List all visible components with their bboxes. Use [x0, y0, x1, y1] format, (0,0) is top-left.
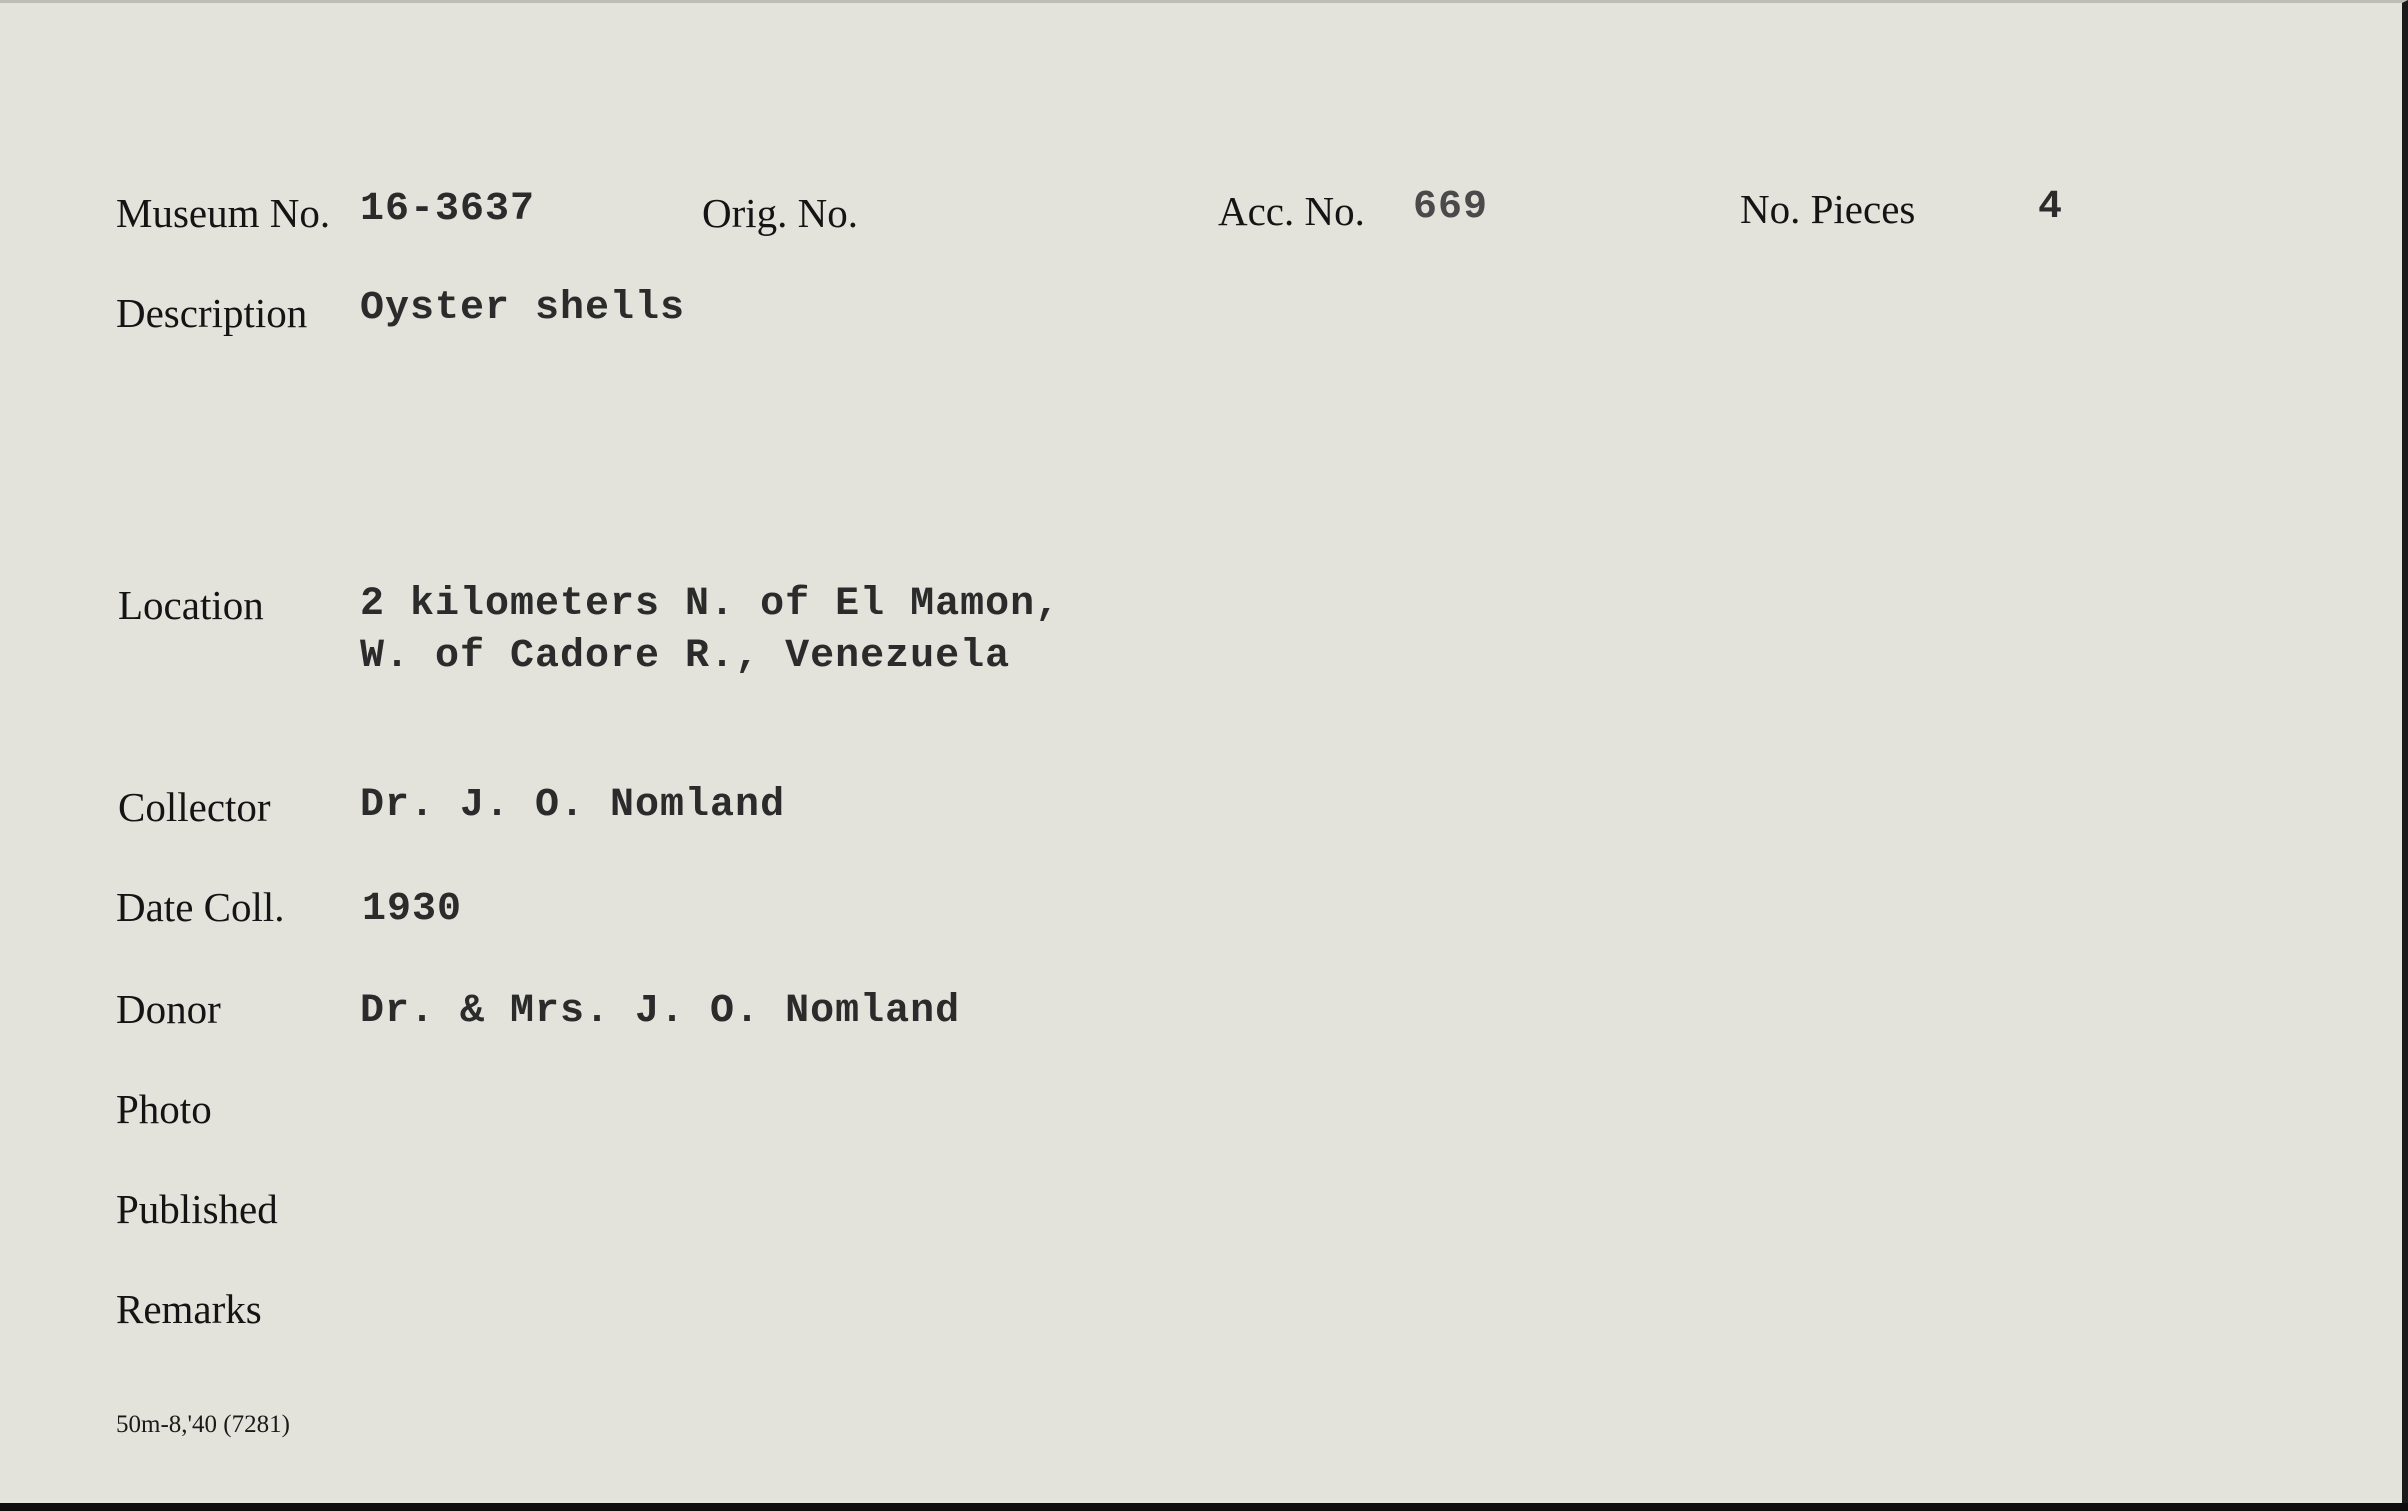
remarks-label: Remarks	[116, 1286, 262, 1332]
photo-label: Photo	[116, 1086, 212, 1132]
museum-no-value: 16-3637	[360, 187, 536, 232]
location-line-2: W. of Cadore R., Venezuela	[360, 634, 1011, 679]
print-code: 50m-8,'40 (7281)	[116, 1411, 290, 1438]
location-label: Location	[118, 582, 264, 628]
collector-value: Dr. J. O. Nomland	[360, 783, 786, 828]
museum-no-label: Museum No.	[116, 190, 331, 236]
acc-no-value: 669	[1413, 185, 1489, 230]
no-pieces-label: No. Pieces	[1740, 186, 1916, 232]
location-value	[360, 579, 1060, 683]
description-value: Oyster shells	[360, 286, 686, 331]
acc-no-label: Acc. No.	[1218, 188, 1365, 234]
date-coll-value: 1930	[362, 887, 463, 932]
location-line-1: 2 kilometers N. of El Mamon,	[360, 582, 1061, 627]
collector-label: Collector	[118, 784, 271, 830]
date-coll-label: Date Coll.	[116, 884, 285, 930]
published-label: Published	[116, 1186, 278, 1232]
orig-no-label: Orig. No.	[702, 190, 859, 236]
donor-value: Dr. & Mrs. J. O. Nomland	[360, 989, 961, 1034]
donor-label: Donor	[116, 986, 221, 1032]
no-pieces-value: 4	[2038, 185, 2064, 230]
description-label: Description	[116, 290, 308, 336]
